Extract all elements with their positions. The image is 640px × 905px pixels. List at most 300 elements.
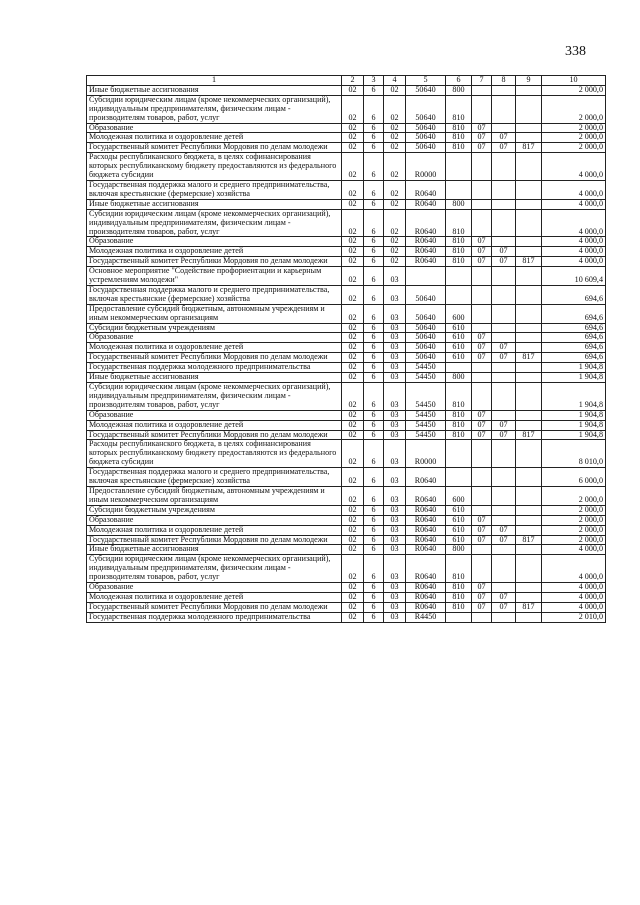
cell-expense-type: 610 — [446, 515, 472, 525]
cell-description: Иные бюджетные ассигнования — [87, 199, 342, 209]
cell-ministry: 817 — [516, 602, 542, 612]
cell-subprogram: 03 — [384, 602, 406, 612]
cell-program: 6 — [364, 267, 384, 286]
cell-ministry — [516, 180, 542, 199]
cell-expense-type: 810 — [446, 592, 472, 602]
cell-ministry — [516, 373, 542, 383]
table-row — [87, 612, 606, 622]
cell-ministry — [516, 323, 542, 333]
cell-description: Государственная поддержка молодежного предпринимательства — [87, 612, 342, 622]
header-cell-subsection: 8 — [492, 76, 516, 86]
cell-chapter: 07 — [472, 247, 492, 257]
cell-amount: 2 000,0 — [542, 133, 606, 143]
cell-ministry — [516, 612, 542, 622]
cell-section: 02 — [342, 353, 364, 363]
cell-subprogram: 03 — [384, 323, 406, 333]
cell-program: 6 — [364, 363, 384, 373]
cell-subprogram: 02 — [384, 180, 406, 199]
cell-description: Образование — [87, 410, 342, 420]
cell-program: 6 — [364, 486, 384, 505]
table-row — [87, 545, 606, 555]
cell-program: 6 — [364, 440, 384, 468]
header-cell-ministry: 9 — [516, 76, 542, 86]
cell-section: 02 — [342, 237, 364, 247]
cell-subprogram: 02 — [384, 153, 406, 181]
cell-chapter — [472, 505, 492, 515]
table-row — [87, 602, 606, 612]
table-row — [87, 257, 606, 267]
cell-program: 6 — [364, 143, 384, 153]
cell-program: 6 — [364, 304, 384, 323]
cell-chapter: 07 — [472, 257, 492, 267]
cell-description: Государственная поддержка малого и среднего предпринимательства, включая крестьянские (фермерские) хозяйства — [87, 468, 342, 487]
cell-description: Молодежная политика и оздоровление детей — [87, 592, 342, 602]
cell-subsection — [492, 323, 516, 333]
header-cell-chapter: 7 — [472, 76, 492, 86]
cell-subsection: 07 — [492, 343, 516, 353]
cell-chapter — [472, 153, 492, 181]
cell-subsection: 07 — [492, 353, 516, 363]
cell-ministry — [516, 363, 542, 373]
cell-subprogram: 03 — [384, 555, 406, 583]
cell-amount: 4 000,0 — [542, 247, 606, 257]
cell-description: Основное мероприятие "Содействие профориентации и карьерным устремлениям молодежи" — [87, 267, 342, 286]
cell-amount: 2 000,0 — [542, 505, 606, 515]
cell-expense-type: 610 — [446, 333, 472, 343]
table-row — [87, 440, 606, 468]
cell-target-code: 54450 — [406, 383, 446, 411]
cell-amount: 2 000,0 — [542, 85, 606, 95]
table-row — [87, 535, 606, 545]
cell-description: Расходы республиканского бюджета, в целях софинансирования которых республиканскому бюджету предоставляются из федерального бюджета субсидии — [87, 153, 342, 181]
cell-ministry: 817 — [516, 430, 542, 440]
cell-ministry: 817 — [516, 353, 542, 363]
page-number: 338 — [565, 44, 586, 59]
cell-amount: 694,6 — [542, 333, 606, 343]
cell-subsection — [492, 486, 516, 505]
cell-amount: 1 904,8 — [542, 383, 606, 411]
cell-description: Расходы республиканского бюджета, в целях софинансирования которых республиканскому бюджету предоставляются из федерального бюджета субсидии — [87, 440, 342, 468]
cell-target-code: R0640 — [406, 555, 446, 583]
table-row — [87, 123, 606, 133]
cell-section: 02 — [342, 583, 364, 593]
cell-ministry — [516, 153, 542, 181]
cell-amount: 2 000,0 — [542, 535, 606, 545]
cell-chapter — [472, 323, 492, 333]
cell-expense-type: 810 — [446, 420, 472, 430]
cell-program: 6 — [364, 555, 384, 583]
cell-amount: 694,6 — [542, 285, 606, 304]
cell-subprogram: 03 — [384, 515, 406, 525]
cell-chapter: 07 — [472, 535, 492, 545]
cell-target-code: R0640 — [406, 525, 446, 535]
cell-description: Субсидии юридическим лицам (кроме некоммерческих организаций), индивидуальным предпринимателям, физическим лицам - производителям товаров, работ, услуг — [87, 95, 342, 123]
cell-chapter — [472, 545, 492, 555]
cell-subprogram: 03 — [384, 304, 406, 323]
table-row — [87, 143, 606, 153]
cell-subsection — [492, 468, 516, 487]
cell-subprogram: 03 — [384, 505, 406, 515]
cell-chapter — [472, 555, 492, 583]
table-row — [87, 525, 606, 535]
table-row — [87, 505, 606, 515]
cell-program: 6 — [364, 353, 384, 363]
cell-expense-type: 810 — [446, 383, 472, 411]
table-header-row — [87, 76, 606, 86]
cell-program: 6 — [364, 343, 384, 353]
cell-description: Образование — [87, 515, 342, 525]
table-row — [87, 486, 606, 505]
cell-program: 6 — [364, 85, 384, 95]
cell-subsection — [492, 440, 516, 468]
cell-description: Образование — [87, 333, 342, 343]
cell-target-code: R0640 — [406, 602, 446, 612]
cell-chapter: 07 — [472, 133, 492, 143]
cell-section: 02 — [342, 143, 364, 153]
cell-target-code: 50640 — [406, 285, 446, 304]
cell-target-code: 50640 — [406, 343, 446, 353]
table-row — [87, 353, 606, 363]
cell-subsection — [492, 267, 516, 286]
cell-subprogram: 02 — [384, 247, 406, 257]
cell-subsection: 07 — [492, 133, 516, 143]
cell-chapter: 07 — [472, 237, 492, 247]
cell-subprogram: 02 — [384, 95, 406, 123]
cell-subsection — [492, 209, 516, 237]
cell-ministry — [516, 267, 542, 286]
cell-subprogram: 03 — [384, 410, 406, 420]
cell-expense-type: 810 — [446, 237, 472, 247]
cell-subsection: 07 — [492, 535, 516, 545]
table-row — [87, 373, 606, 383]
cell-target-code: R0640 — [406, 505, 446, 515]
header-cell-subprogram: 4 — [384, 76, 406, 86]
cell-target-code: R4450 — [406, 612, 446, 622]
table-row — [87, 420, 606, 430]
cell-ministry: 817 — [516, 143, 542, 153]
cell-section: 02 — [342, 410, 364, 420]
cell-chapter — [472, 363, 492, 373]
cell-target-code: 50640 — [406, 304, 446, 323]
cell-ministry — [516, 545, 542, 555]
cell-subprogram: 03 — [384, 430, 406, 440]
cell-expense-type: 800 — [446, 373, 472, 383]
cell-expense-type: 610 — [446, 343, 472, 353]
cell-chapter: 07 — [472, 583, 492, 593]
cell-target-code: R0640 — [406, 468, 446, 487]
cell-amount: 4 000,0 — [542, 153, 606, 181]
cell-section: 02 — [342, 363, 364, 373]
cell-subsection — [492, 153, 516, 181]
cell-program: 6 — [364, 333, 384, 343]
cell-expense-type: 610 — [446, 323, 472, 333]
cell-expense-type — [446, 180, 472, 199]
cell-target-code: 50640 — [406, 85, 446, 95]
table-row — [87, 333, 606, 343]
cell-description: Государственный комитет Республики Мордовия по делам молодежи — [87, 535, 342, 545]
cell-chapter — [472, 267, 492, 286]
cell-subsection: 07 — [492, 257, 516, 267]
cell-description: Государственная поддержка малого и среднего предпринимательства, включая крестьянские (фермерские) хозяйства — [87, 285, 342, 304]
cell-expense-type — [446, 468, 472, 487]
cell-program: 6 — [364, 237, 384, 247]
cell-section: 02 — [342, 535, 364, 545]
cell-description: Образование — [87, 237, 342, 247]
table-row — [87, 133, 606, 143]
cell-subprogram: 02 — [384, 209, 406, 237]
cell-amount: 4 000,0 — [542, 545, 606, 555]
cell-section: 02 — [342, 133, 364, 143]
cell-expense-type: 810 — [446, 430, 472, 440]
cell-target-code: 50640 — [406, 143, 446, 153]
cell-amount: 1 904,8 — [542, 420, 606, 430]
cell-target-code: 50640 — [406, 353, 446, 363]
cell-subsection — [492, 199, 516, 209]
cell-ministry — [516, 505, 542, 515]
cell-amount: 694,6 — [542, 353, 606, 363]
cell-subprogram: 03 — [384, 343, 406, 353]
table-row — [87, 343, 606, 353]
cell-section: 02 — [342, 602, 364, 612]
cell-expense-type: 610 — [446, 535, 472, 545]
cell-section: 02 — [342, 545, 364, 555]
cell-subprogram: 03 — [384, 525, 406, 535]
cell-program: 6 — [364, 153, 384, 181]
cell-amount: 4 000,0 — [542, 237, 606, 247]
cell-subsection: 07 — [492, 525, 516, 535]
cell-target-code: R0640 — [406, 486, 446, 505]
cell-chapter — [472, 468, 492, 487]
cell-expense-type: 810 — [446, 602, 472, 612]
cell-subprogram: 03 — [384, 383, 406, 411]
cell-chapter: 07 — [472, 525, 492, 535]
cell-target-code: R0640 — [406, 180, 446, 199]
table-row — [87, 267, 606, 286]
cell-target-code: 54450 — [406, 410, 446, 420]
cell-expense-type — [446, 363, 472, 373]
cell-subprogram: 03 — [384, 612, 406, 622]
cell-amount: 4 000,0 — [542, 199, 606, 209]
cell-section: 02 — [342, 304, 364, 323]
cell-ministry — [516, 123, 542, 133]
cell-subsection — [492, 583, 516, 593]
cell-subsection — [492, 123, 516, 133]
table-row — [87, 237, 606, 247]
cell-chapter — [472, 486, 492, 505]
table-row — [87, 323, 606, 333]
cell-chapter: 07 — [472, 515, 492, 525]
table-row — [87, 247, 606, 257]
header-cell-section: 2 — [342, 76, 364, 86]
cell-amount: 1 904,8 — [542, 430, 606, 440]
cell-chapter — [472, 304, 492, 323]
cell-section: 02 — [342, 420, 364, 430]
cell-subsection — [492, 373, 516, 383]
cell-program: 6 — [364, 257, 384, 267]
cell-amount: 8 010,0 — [542, 440, 606, 468]
cell-section: 02 — [342, 468, 364, 487]
cell-subsection — [492, 515, 516, 525]
cell-amount: 1 904,8 — [542, 363, 606, 373]
table-row — [87, 410, 606, 420]
cell-program: 6 — [364, 515, 384, 525]
cell-subprogram: 02 — [384, 133, 406, 143]
cell-subsection: 07 — [492, 430, 516, 440]
cell-subprogram: 03 — [384, 420, 406, 430]
cell-expense-type: 810 — [446, 410, 472, 420]
cell-amount: 4 000,0 — [542, 180, 606, 199]
cell-ministry — [516, 247, 542, 257]
cell-chapter — [472, 95, 492, 123]
cell-target-code: R0640 — [406, 199, 446, 209]
cell-program: 6 — [364, 583, 384, 593]
table-row — [87, 209, 606, 237]
cell-ministry — [516, 420, 542, 430]
cell-chapter: 07 — [472, 143, 492, 153]
cell-section: 02 — [342, 515, 364, 525]
cell-amount: 2 000,0 — [542, 95, 606, 123]
header-cell-amount: 10 — [542, 76, 606, 86]
cell-subprogram: 03 — [384, 486, 406, 505]
cell-amount: 1 904,8 — [542, 410, 606, 420]
cell-program: 6 — [364, 133, 384, 143]
cell-target-code: 54450 — [406, 373, 446, 383]
header-cell-description: 1 — [87, 76, 342, 86]
cell-description: Иные бюджетные ассигнования — [87, 373, 342, 383]
cell-chapter — [472, 180, 492, 199]
cell-section: 02 — [342, 430, 364, 440]
cell-subprogram: 02 — [384, 85, 406, 95]
cell-ministry — [516, 555, 542, 583]
cell-ministry — [516, 333, 542, 343]
table-row — [87, 153, 606, 181]
budget-table — [86, 75, 606, 623]
cell-section: 02 — [342, 373, 364, 383]
cell-section: 02 — [342, 267, 364, 286]
cell-program: 6 — [364, 373, 384, 383]
cell-description: Молодежная политика и оздоровление детей — [87, 343, 342, 353]
cell-description: Субсидии бюджетным учреждениям — [87, 505, 342, 515]
cell-subprogram: 03 — [384, 333, 406, 343]
cell-subsection — [492, 304, 516, 323]
cell-expense-type: 810 — [446, 247, 472, 257]
cell-chapter: 07 — [472, 410, 492, 420]
cell-description: Государственный комитет Республики Мордовия по делам молодежи — [87, 257, 342, 267]
cell-section: 02 — [342, 333, 364, 343]
cell-target-code: R0640 — [406, 515, 446, 525]
cell-section: 02 — [342, 592, 364, 602]
cell-subsection — [492, 545, 516, 555]
cell-amount: 4 000,0 — [542, 257, 606, 267]
cell-target-code: 50640 — [406, 333, 446, 343]
cell-description: Государственный комитет Республики Мордовия по делам молодежи — [87, 353, 342, 363]
cell-amount: 4 000,0 — [542, 602, 606, 612]
cell-chapter — [472, 612, 492, 622]
table-row — [87, 555, 606, 583]
cell-subprogram: 03 — [384, 583, 406, 593]
cell-description: Образование — [87, 123, 342, 133]
cell-subprogram: 03 — [384, 535, 406, 545]
cell-target-code: R0640 — [406, 209, 446, 237]
cell-amount: 4 000,0 — [542, 592, 606, 602]
cell-ministry — [516, 440, 542, 468]
cell-section: 02 — [342, 323, 364, 333]
cell-ministry: 817 — [516, 257, 542, 267]
cell-chapter: 07 — [472, 420, 492, 430]
cell-amount: 2 000,0 — [542, 515, 606, 525]
cell-ministry — [516, 133, 542, 143]
table-row — [87, 304, 606, 323]
cell-chapter: 07 — [472, 353, 492, 363]
cell-subprogram: 03 — [384, 267, 406, 286]
cell-chapter — [472, 383, 492, 411]
cell-amount: 2 000,0 — [542, 143, 606, 153]
cell-program: 6 — [364, 545, 384, 555]
cell-target-code: 54450 — [406, 363, 446, 373]
cell-expense-type — [446, 153, 472, 181]
header-cell-expense-type: 6 — [446, 76, 472, 86]
cell-program: 6 — [364, 209, 384, 237]
cell-ministry — [516, 199, 542, 209]
cell-description: Государственный комитет Республики Мордовия по делам молодежи — [87, 430, 342, 440]
table-row — [87, 85, 606, 95]
cell-program: 6 — [364, 410, 384, 420]
table-row — [87, 285, 606, 304]
cell-expense-type: 810 — [446, 143, 472, 153]
cell-description: Молодежная политика и оздоровление детей — [87, 247, 342, 257]
cell-amount: 6 000,0 — [542, 468, 606, 487]
cell-section: 02 — [342, 209, 364, 237]
cell-ministry — [516, 237, 542, 247]
cell-expense-type: 800 — [446, 545, 472, 555]
cell-target-code — [406, 267, 446, 286]
cell-description: Субсидии юридическим лицам (кроме некоммерческих организаций), индивидуальным предпринимателям, физическим лицам - производителям товаров, работ, услуг — [87, 383, 342, 411]
cell-program: 6 — [364, 612, 384, 622]
cell-subprogram: 03 — [384, 440, 406, 468]
cell-subprogram: 03 — [384, 592, 406, 602]
cell-subsection — [492, 612, 516, 622]
cell-section: 02 — [342, 85, 364, 95]
cell-subsection — [492, 410, 516, 420]
cell-expense-type: 810 — [446, 209, 472, 237]
cell-target-code: R0640 — [406, 247, 446, 257]
cell-expense-type: 810 — [446, 95, 472, 123]
cell-subsection — [492, 505, 516, 515]
cell-subprogram: 02 — [384, 257, 406, 267]
cell-ministry — [516, 410, 542, 420]
cell-subprogram: 03 — [384, 468, 406, 487]
cell-amount: 2 000,0 — [542, 486, 606, 505]
cell-ministry — [516, 583, 542, 593]
cell-description: Субсидии юридическим лицам (кроме некоммерческих организаций), индивидуальным предпринимателям, физическим лицам - производителям товаров, работ, услуг — [87, 555, 342, 583]
cell-expense-type: 600 — [446, 486, 472, 505]
cell-subprogram: 03 — [384, 353, 406, 363]
cell-ministry — [516, 383, 542, 411]
cell-subsection — [492, 333, 516, 343]
cell-chapter — [472, 285, 492, 304]
cell-expense-type: 800 — [446, 85, 472, 95]
cell-chapter — [472, 199, 492, 209]
cell-program: 6 — [364, 602, 384, 612]
cell-subprogram: 02 — [384, 123, 406, 133]
cell-amount: 10 609,4 — [542, 267, 606, 286]
cell-chapter: 07 — [472, 602, 492, 612]
cell-ministry — [516, 209, 542, 237]
cell-program: 6 — [364, 323, 384, 333]
cell-description: Субсидии юридическим лицам (кроме некоммерческих организаций), индивидуальным предпринимателям, физическим лицам - производителям товаров, работ, услуг — [87, 209, 342, 237]
cell-subprogram: 02 — [384, 143, 406, 153]
cell-section: 02 — [342, 486, 364, 505]
